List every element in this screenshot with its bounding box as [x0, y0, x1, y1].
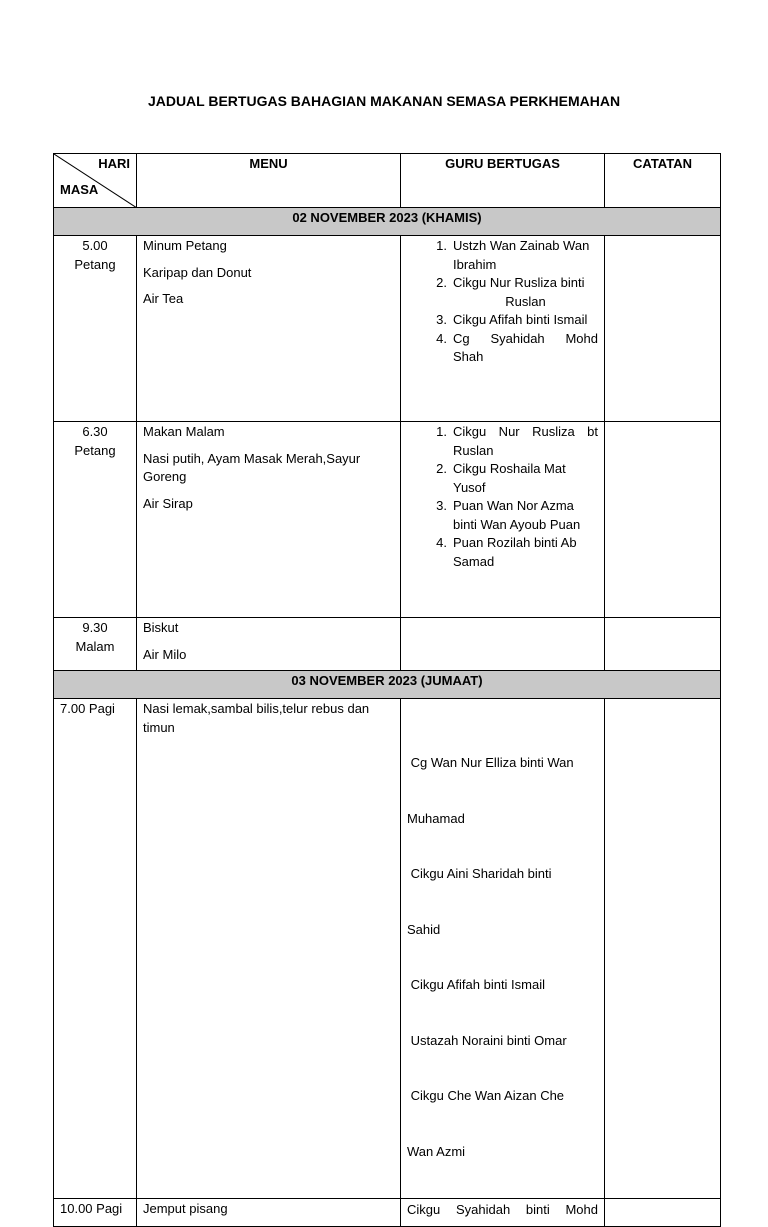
- time-value: 5.00: [82, 238, 108, 253]
- guru-header: GURU BERTUGAS: [401, 154, 605, 208]
- staff-name: Puan Rozilah binti Ab: [453, 535, 577, 550]
- catatan-cell: [605, 236, 721, 422]
- list-item: 4. Cg Syahidah Mohd Shah: [436, 330, 598, 364]
- table-row: [54, 236, 721, 422]
- staff-cell: [401, 618, 605, 671]
- header-row: [54, 154, 721, 208]
- staff-cell: [401, 236, 605, 422]
- menu-cell: [137, 422, 401, 618]
- staff-name-cont: Sahid: [407, 921, 441, 937]
- table-row: [54, 618, 721, 671]
- staff-name: Cg Wan Nur Elliza binti Wan: [407, 755, 574, 770]
- staff-name: Cikgu Nur Rusliza bt: [453, 424, 598, 439]
- list-item: 2. Cikgu Nur Rusliza binti Ruslan: [407, 274, 598, 311]
- menu-item: Biskut: [143, 620, 179, 635]
- menu-item: Karipap dan Donut: [143, 264, 252, 280]
- staff-name-cont: Ibrahim: [453, 256, 497, 272]
- menu-cell: [137, 1199, 401, 1227]
- list-item: 3. Cikgu Afifah binti Ismail: [407, 311, 598, 330]
- staff-name: Cikgu Nur Rusliza binti: [453, 275, 585, 290]
- staff-name: Ustzh Wan Zainab Wan: [453, 238, 590, 253]
- menu-item: Minum Petang: [143, 238, 227, 253]
- staff-name: Cikgu Syahidah binti Mohd: [407, 1202, 598, 1217]
- hari-masa-header: [54, 154, 137, 208]
- catatan-cell: [605, 422, 721, 618]
- page-title: JADUAL BERTUGAS BAHAGIAN MAKANAN SEMASA PERKHEMAHAN: [147, 93, 621, 109]
- staff-cell: [401, 1199, 605, 1227]
- staff-list: [407, 237, 598, 367]
- staff-name: Cikgu Aini Sharidah binti: [407, 866, 552, 881]
- time-period: Petang: [74, 442, 116, 458]
- menu-item: Nasi lemak,sambal bilis,telur rebus dan timun: [143, 701, 370, 735]
- staff-cell: [401, 699, 605, 1199]
- menu-header: MENU: [137, 154, 401, 208]
- staff-name-cont: Shah: [453, 349, 484, 364]
- table-row: [54, 1199, 721, 1227]
- time-cell: [54, 422, 137, 618]
- staff-list: [407, 423, 598, 571]
- menu-cell: [137, 618, 401, 671]
- staff-name-cont: Samad: [453, 553, 495, 569]
- day-band-2: [54, 671, 721, 699]
- staff-name-cont: Wan Azmi: [407, 1143, 466, 1159]
- table-row: [54, 422, 721, 618]
- staff-name: Cg Syahidah Mohd: [453, 330, 598, 346]
- duty-schedule-table: [53, 153, 721, 1227]
- menu-item: Air Tea: [143, 291, 184, 306]
- staff-name-cont: Yusof: [453, 479, 486, 495]
- time-cell: 7.00 Pagi: [54, 699, 137, 1199]
- staff-name-cont: Ruslan: [453, 442, 494, 458]
- day-label: 02 NOVEMBER 2023 (KHAMIS): [54, 208, 721, 236]
- staff-name-cont: Ruslan: [505, 293, 546, 309]
- time-cell: [54, 236, 137, 422]
- day-label: 03 NOVEMBER 2023 (JUMAAT): [54, 671, 721, 699]
- menu-item: Jemput pisang: [143, 1201, 228, 1216]
- list-item: 3. Puan Wan Nor Azma binti Wan Ayoub Puan: [436, 498, 581, 532]
- staff-name-cont: binti Wan Ayoub Puan: [453, 516, 581, 532]
- masa-label: MASA: [60, 182, 99, 197]
- list-item: 2. Cikgu Roshaila Mat Yusof: [436, 461, 566, 495]
- list-item: 1. Ustzh Wan Zainab Wan Ibrahim: [436, 238, 590, 272]
- hari-label: HARI: [98, 156, 130, 171]
- menu-item: Nasi putih, Ayam Masak Merah,Sayur Goreng: [143, 450, 361, 484]
- staff-name: Cikgu Che Wan Aizan Che: [407, 1088, 565, 1103]
- time-cell: 10.00 Pagi: [54, 1199, 137, 1227]
- staff-name-cont: Muhamad: [407, 810, 465, 826]
- menu-cell: [137, 699, 401, 1199]
- table-row: [54, 699, 721, 1199]
- catatan-cell: [605, 699, 721, 1199]
- staff-name: Ustazah Noraini binti Omar: [407, 1032, 567, 1048]
- catatan-cell: [605, 1199, 721, 1227]
- catatan-header: CATATAN: [605, 154, 721, 208]
- time-period: Petang: [74, 256, 116, 272]
- catatan-cell: [605, 618, 721, 671]
- list-item: 1. Cikgu Nur Rusliza bt Ruslan: [436, 424, 598, 458]
- menu-item: Air Sirap: [143, 495, 193, 511]
- time-period: Malam: [75, 638, 115, 654]
- staff-cell: [401, 422, 605, 618]
- menu-cell: [137, 236, 401, 422]
- list-item: 4. Puan Rozilah binti Ab Samad: [436, 535, 577, 569]
- time-cell: [54, 618, 137, 671]
- staff-name: Cikgu Afifah binti Ismail: [453, 312, 588, 327]
- day-band-1: [54, 208, 721, 236]
- menu-item: Makan Malam: [143, 424, 225, 439]
- time-value: 9.30: [82, 620, 108, 635]
- time-value: 6.30: [82, 424, 108, 439]
- staff-name: Puan Wan Nor Azma: [453, 498, 574, 513]
- staff-name: Cikgu Roshaila Mat: [453, 461, 566, 476]
- menu-item: Air Milo: [143, 646, 187, 662]
- staff-name: Cikgu Afifah binti Ismail: [407, 977, 546, 992]
